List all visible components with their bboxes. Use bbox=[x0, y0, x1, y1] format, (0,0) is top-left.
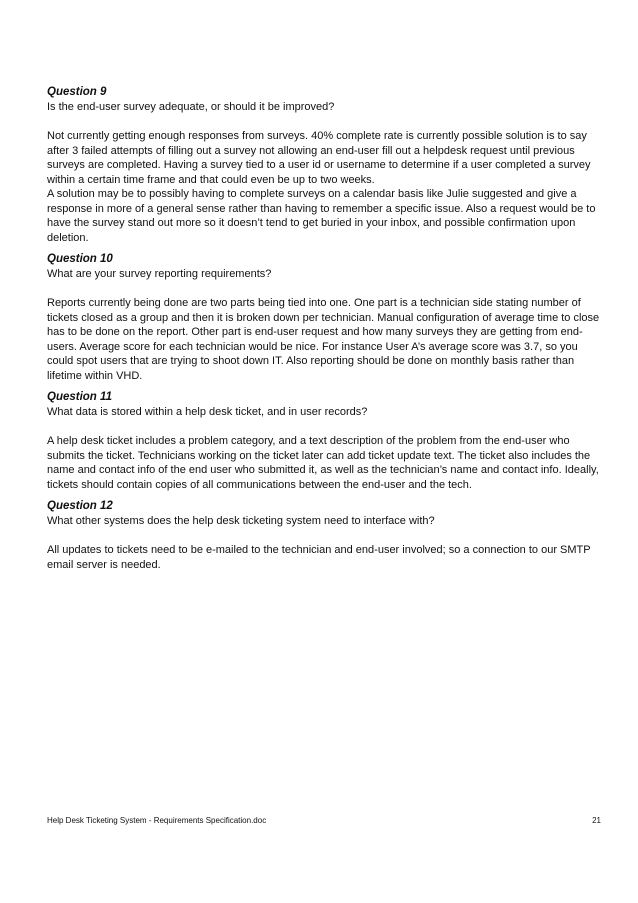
question-12-text: What other systems does the help desk ticketing system need to interface with? bbox=[47, 515, 435, 527]
question-9-text: Is the end-user survey adequate, or should it be improved? bbox=[47, 101, 335, 113]
question-12-heading: Question 12 bbox=[47, 500, 113, 512]
question-9-section bbox=[47, 85, 603, 245]
question-9-heading: Question 9 bbox=[47, 86, 107, 98]
question-10-answer-paragraph-1: Reports currently being done are two parts being tied into one. One part is a technician side stating number of tickets closed as a group and then it is broken down per technician. Manual configuration of average time to close has to be done on the report. Other part is end-user request and how many surveys they are getting from end-users. Average score for each technician would be nice. For instance User A’s average score was 3.7, so you could spot users that are trying to shoot down IT. Also reporting should be done on monthly basis rather than lifetime within VHD. bbox=[47, 297, 600, 382]
question-12-answer-paragraph-1: All updates to tickets need to be e-mailed to the technician and end-user involved; so a connection to our SMTP email server is needed. bbox=[47, 544, 591, 571]
question-11-text: What data is stored within a help desk ticket, and in user records? bbox=[47, 406, 368, 418]
question-10-text: What are your survey reporting requirements? bbox=[47, 268, 272, 280]
question-12-answer bbox=[47, 543, 603, 572]
question-10-section bbox=[47, 252, 603, 383]
footer-page-number: 21 bbox=[592, 816, 601, 825]
question-9-answer bbox=[47, 129, 603, 245]
question-10-heading: Question 10 bbox=[47, 253, 113, 265]
question-9-answer-paragraph-1: Not currently getting enough responses from surveys. 40% complete rate is currently possible solution is to say after 3 failed attempts of filling out a survey not allowing an end-user fill out a helpdesk request until previous surveys are completed. Having a survey tied to a user id or username to determine if a user completed a survey within a certain time frame and that could even be up to two weeks. bbox=[47, 130, 591, 186]
question-12-section bbox=[47, 499, 603, 572]
footer-document-name: Help Desk Ticketing System - Requirements Specification.doc bbox=[47, 816, 267, 825]
document-body bbox=[47, 85, 603, 579]
question-11-heading: Question 11 bbox=[47, 391, 112, 403]
question-9-answer-paragraph-2: A solution may be to possibly having to complete surveys on a calendar basis like Julie suggested and give a response in more of a general sense rather than having to remember a specific issue. Also a request would be to have the survey stand out more so it doesn’t tend to get buried in your inbox, and possible confirmation upon deletion. bbox=[47, 188, 596, 244]
question-11-answer bbox=[47, 434, 603, 492]
question-10-answer bbox=[47, 296, 603, 383]
question-11-section bbox=[47, 390, 603, 492]
question-11-answer-paragraph-1: A help desk ticket includes a problem category, and a text description of the problem from the end-user who submits the ticket. Technicians working on the ticket later can add ticket update text. The ticket also includes the name and contact info of the end user who submitted it, as well as the technician’s name and contact info. Ideally, tickets should contain copies of all communications between the end-user and the tech. bbox=[47, 435, 599, 491]
